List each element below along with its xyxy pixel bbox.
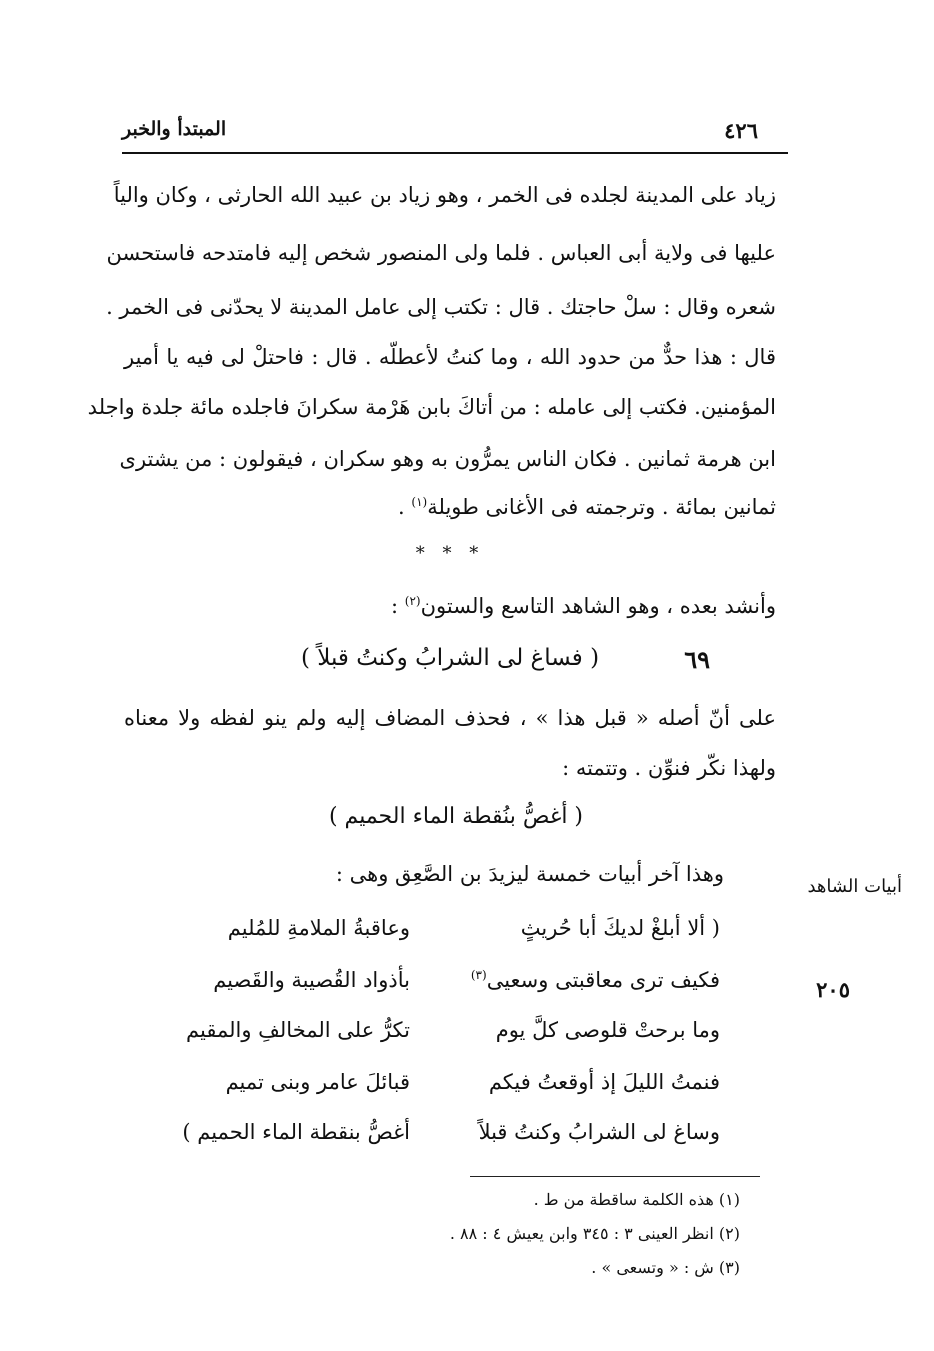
poem-verse — [160, 916, 720, 956]
body-line-5: المؤمنين. فكتب إلى عامله : من أتاكَ بابن هَرْمة سكرانَ فاجلده مائة جلدة واجلد — [87, 395, 776, 419]
first-hemistich — [420, 968, 720, 992]
page-number: ٤٢٦ — [724, 118, 758, 143]
second-hemistich: وعاقبةُ الملامةِ للمُليم — [227, 916, 410, 940]
second-hemistich: قبائلَ عامر وبنى تميم — [225, 1070, 410, 1094]
poem-verse — [160, 1070, 720, 1110]
margin-note-number: ٢٠٥ — [816, 977, 850, 1002]
first-hemistich-text: فكيف ترى معاقبتى وسعيى — [486, 968, 720, 992]
shahid-number: ٦٩ — [684, 645, 710, 674]
poem-verse — [160, 968, 720, 1008]
poem-verse — [160, 1120, 720, 1160]
page-header — [122, 118, 788, 152]
footnote-ref-2: (٢) — [404, 594, 421, 608]
body-line-3: شعره وقال : سلْ حاجتك . قال : تكتب إلى عامل المدينة لا يحدّنى فى الخمر . — [106, 295, 776, 319]
footnote-rule — [470, 1176, 760, 1177]
first-hemistich: وما برحتْ قلوصى كلَّ يوم — [495, 1018, 720, 1042]
explanation-line-2: ولهذا نكّر فنوِّن . وتتمته : — [562, 756, 776, 780]
second-hemistich: أغصُّ بنقطة الماء الحميم ) — [182, 1120, 410, 1144]
explanation-line-1: على أنّ أصله « قبل هذا » ، فحذف المضاف إليه ولم ينو لفظه ولا معناه — [124, 706, 776, 730]
second-hemistich: تكرُّ على المخالفِ والمقيم — [186, 1018, 410, 1042]
footnote-ref-1: (١) — [411, 495, 428, 509]
poem-verse — [160, 1018, 720, 1058]
first-hemistich: فنمتُ الليلَ إذ أوقعتُ فيكم — [488, 1070, 720, 1094]
body-line-2: عليها فى ولاية أبى العباس . فلما ولى المنصور شخص إليه فامتدحه فاستحسن — [106, 241, 776, 265]
margin-note-label: أبيات الشاهد — [807, 876, 902, 897]
footnote-3: (٣) ش : « وتسعى » . — [591, 1258, 740, 1277]
section-separator: * * * — [415, 543, 485, 564]
first-hemistich: ( ألا أبلغْ لديكَ أبا حُريثٍ — [520, 916, 720, 940]
body-line-7 — [124, 495, 776, 519]
intro-text: وأنشد بعده ، وهو الشاهد التاسع والستون — [420, 594, 776, 618]
first-hemistich: وساغ لى الشرابُ وكنتُ قبلاً — [478, 1120, 720, 1144]
running-title: المبتدأ والخبر — [122, 118, 227, 140]
intro-colon: : — [391, 594, 399, 618]
shahid-verse: ( فساغ لى الشرابُ وكنتُ قبلاً ) — [300, 645, 600, 671]
second-hemistich: بأذواد القُصيبة والقَصيم — [213, 968, 410, 992]
footnote-1: (١) هذه الكلمة ساقطة من ط . — [533, 1190, 740, 1209]
body-line-7-text: ثمانين بمائة . وترجمته فى الأغانى طويلة — [427, 495, 776, 519]
footnote-2: (٢) انظر العينى ٣ : ٣٤٥ وابن يعيش ٤ : ٨٨ . — [449, 1224, 740, 1243]
poem-intro: وهذا آخر أبيات خمسة ليزيدَ بن الصَّعِق وهى : — [335, 862, 724, 886]
body-line-1: زياد على المدينة لجلده فى الخمر ، وهو زياد بن عبيد الله الحارثى ، وكان والياً — [113, 183, 776, 207]
header-rule — [122, 152, 788, 154]
body-line-6: ابن هرمة ثمانين . فكان الناس يمرُّون به وهو سكران ، فيقولون : من يشترى — [119, 447, 776, 471]
completion-verse: ( أغصُّ بنُقطة الماء الحميم ) — [328, 804, 584, 829]
footnote-ref-3: (٣) — [470, 968, 487, 982]
period: . — [398, 495, 412, 519]
body-line-4: قال : هذا حدٌّ من حدود الله ، وما كنتُ لأعطلّه . قال : فاحتلْ لى فيه يا أمير — [124, 345, 776, 369]
intro-line — [124, 594, 776, 618]
